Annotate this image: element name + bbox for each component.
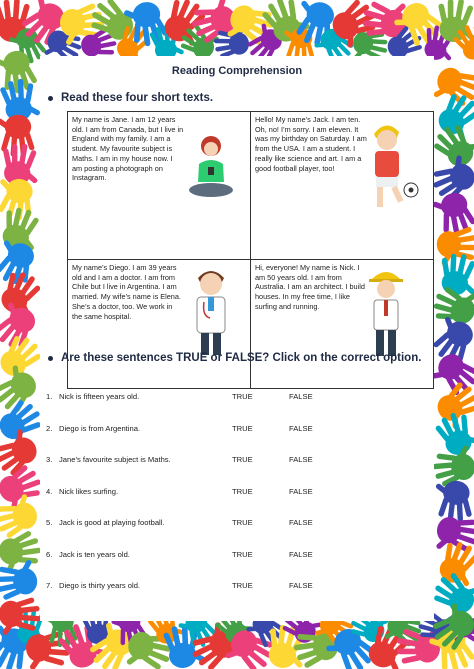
false-option[interactable]: FALSE <box>289 423 313 433</box>
true-option[interactable]: TRUE <box>232 455 253 464</box>
section-heading-read <box>48 92 213 104</box>
section-heading-text: Read these four short texts. <box>61 92 214 104</box>
true-option[interactable]: TRUE <box>232 423 253 433</box>
question-statement: Jack is good at playing football. <box>59 518 165 527</box>
section-heading-truefalse <box>48 352 421 364</box>
page-title: Reading Comprehension <box>171 65 303 77</box>
question-number: 1. <box>46 392 53 401</box>
question-statement: Nick likes surfing. <box>59 486 119 496</box>
text-cell-nick <box>251 260 434 389</box>
text-cell-jack <box>251 112 434 260</box>
worksheet-page <box>40 56 434 621</box>
true-option[interactable]: TRUE <box>232 549 253 559</box>
true-option[interactable]: TRUE <box>232 486 253 496</box>
girl-with-phone-illustration <box>186 134 236 204</box>
hand-print-icon <box>432 407 474 460</box>
question-row <box>46 549 426 561</box>
question-statement: Jack is ten years old. <box>59 549 130 559</box>
false-option[interactable]: FALSE <box>289 581 313 590</box>
question-number: 6. <box>46 549 53 559</box>
doctor-illustration <box>186 264 236 364</box>
false-option[interactable]: FALSE <box>289 455 313 464</box>
question-number: 3. <box>46 455 53 464</box>
false-option[interactable]: FALSE <box>289 549 313 559</box>
question-number: 5. <box>46 518 53 527</box>
bullet-icon <box>48 356 53 361</box>
question-number: 2. <box>46 423 53 433</box>
hand-print-icon <box>433 480 474 524</box>
true-option[interactable]: TRUE <box>232 518 253 527</box>
text-jack: Hello! My name’s Jack. I am ten. Oh, no! I’m sorry. I am eleven. It was my birthday on Saturday. I am from the USA. I am a student. I really like science and art. I am a good football player, too! <box>255 115 367 173</box>
false-option[interactable]: FALSE <box>289 518 313 527</box>
question-row <box>46 423 426 435</box>
true-option[interactable]: TRUE <box>232 581 253 590</box>
false-option[interactable]: FALSE <box>289 486 313 496</box>
question-row <box>46 391 426 403</box>
question-statement: Nick is fifteen years old. <box>59 392 140 401</box>
question-statement: Diego is thirty years old. <box>59 581 141 590</box>
true-option[interactable]: TRUE <box>232 392 253 401</box>
text-nick: Hi, everyone! My name is Nick. I am 50 years old. I am from Australia. I am an architect. I build houses. In my free time, I like surfing and running. <box>255 263 365 311</box>
question-row <box>46 486 426 498</box>
question-row <box>46 580 426 592</box>
text-diego: My name’s Diego. I am 39 years old and I am a doctor. I am from Chile but I live in Argentina. I am married. My wife’s name is Elena. She’s a doctor, too. We work in the same hospital. <box>72 263 181 321</box>
boy-football-illustration <box>359 120 419 218</box>
section-heading-text: Are these sentences TRUE or FALSE? Click on the correct option. <box>61 352 422 364</box>
text-jane: My name is Jane. I am 12 years old. I am from Canada, but I live in England with my family. I am a student. My favourite subject is Maths. I am in my house now. I am posting a photograph on Instagram. <box>72 115 184 183</box>
question-statement: Jane’s favourite subject is Maths. <box>59 455 171 464</box>
hand-print-icon <box>26 630 70 669</box>
architect-illustration <box>361 264 411 364</box>
bullet-icon <box>48 96 53 101</box>
hand-print-icon <box>0 558 39 601</box>
question-row <box>46 454 426 466</box>
question-row <box>46 517 426 529</box>
text-cell-jane <box>68 112 251 260</box>
question-statement: Diego is from Argentina. <box>59 423 141 433</box>
question-number: 4. <box>46 486 53 496</box>
text-cell-diego <box>68 260 251 389</box>
texts-table <box>67 111 434 389</box>
false-option[interactable]: FALSE <box>289 392 313 401</box>
question-number: 7. <box>46 581 53 590</box>
